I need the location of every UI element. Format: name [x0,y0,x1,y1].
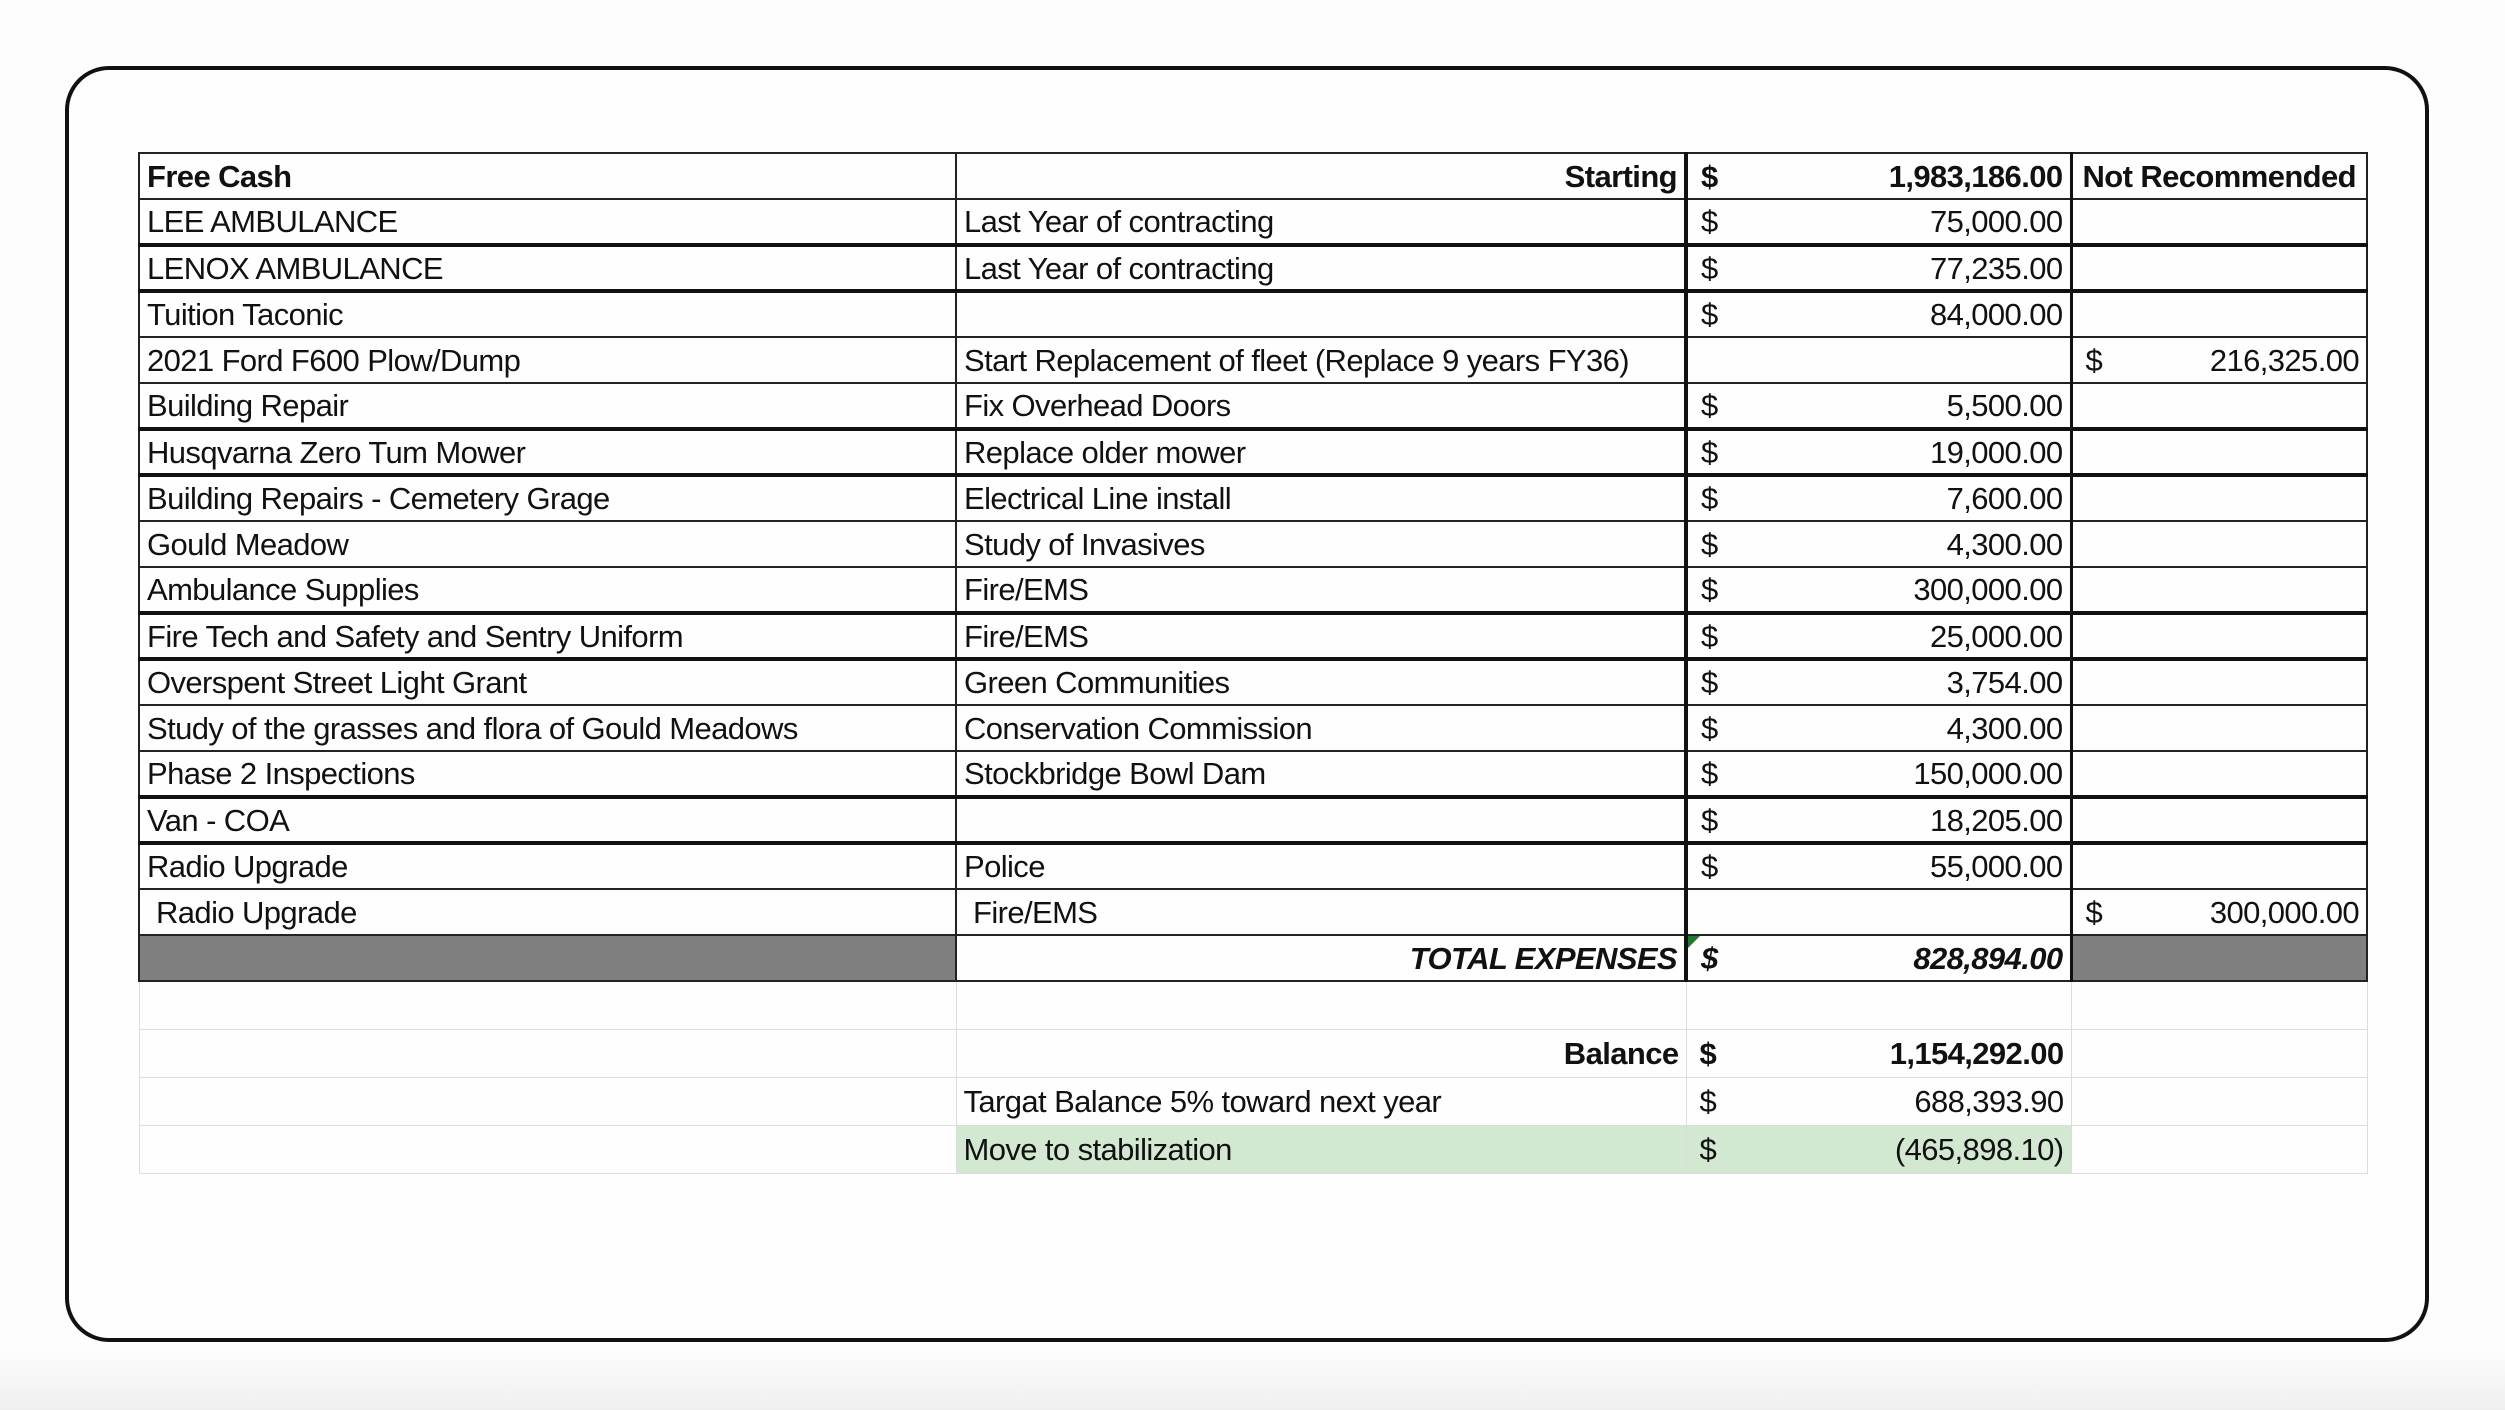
empty-cell[interactable] [2071,981,2367,1029]
not-recommended-cell[interactable] [2071,659,2367,705]
target-balance-cell[interactable] [1686,1077,2071,1125]
amount-cell[interactable] [1686,659,2071,705]
empty-cell[interactable] [139,1125,956,1173]
currency-symbol: $ [1701,618,1718,654]
total-expenses-amount: 828,894.00 [1913,940,2063,976]
description-cell[interactable] [956,291,1686,337]
currency-symbol: $ [1701,526,1718,562]
description-cell[interactable]: Green Communities [956,659,1686,705]
currency-symbol: $ [1701,434,1718,470]
currency-symbol: $ [1701,250,1718,286]
free-cash-table [138,152,2368,1174]
table-row [139,843,2367,889]
header-title[interactable]: Free Cash [139,153,956,199]
gray-filler-cell[interactable] [139,935,956,981]
description-cell[interactable]: Last Year of contracting [956,199,1686,245]
table-row [139,337,2367,383]
total-expenses-cell[interactable] [1686,935,2071,981]
amount-value: 25,000.00 [1929,618,2063,654]
balance-row [139,1029,2367,1077]
amount-value: 4,300.00 [1946,526,2063,562]
table-row [139,889,2367,935]
not-recommended-header[interactable]: Not Recommended [2071,153,2367,199]
currency-symbol: $ [1701,756,1718,791]
amount-cell[interactable] [1686,475,2071,521]
empty-cell[interactable] [2071,1029,2367,1077]
amount-cell[interactable] [1686,199,2071,245]
amount-value: 7,600.00 [1946,481,2063,516]
table-row [139,705,2367,751]
stabilization-row [139,1125,2367,1173]
item-cell[interactable]: Phase 2 Inspections [139,751,956,797]
amount-value: 84,000.00 [1929,297,2063,332]
amount-cell[interactable] [1686,567,2071,613]
not-recommended-cell[interactable] [2071,337,2367,383]
empty-cell[interactable] [2071,1077,2367,1125]
description-cell[interactable]: Stockbridge Bowl Dam [956,751,1686,797]
not-recommended-cell[interactable] [2071,429,2367,475]
target-balance-label[interactable]: Targat Balance 5% toward next year [956,1077,1686,1125]
amount-value: 4,300.00 [1946,710,2063,746]
table-row [139,797,2367,843]
item-cell[interactable]: Ambulance Supplies [139,567,956,613]
description-cell[interactable]: Start Replacement of fleet (Replace 9 years FY36) [956,337,1686,383]
balance-label[interactable]: Balance [956,1029,1686,1077]
starting-amount: 1,983,186.00 [1888,158,2063,194]
table-row [139,613,2367,659]
item-cell[interactable]: Tuition Taconic [139,291,956,337]
currency-symbol: $ [1699,1035,1717,1071]
item-cell[interactable]: Overspent Street Light Grant [139,659,956,705]
table-row [139,199,2367,245]
amount-value: 77,235.00 [1929,250,2063,286]
not-recommended-cell[interactable] [2071,613,2367,659]
target-balance-row [139,1077,2367,1125]
amount-value: 3,754.00 [1946,665,2063,700]
bottom-shade [0,1350,2505,1410]
description-cell[interactable]: Police [956,843,1686,889]
currency-symbol: $ [1701,802,1718,838]
item-cell[interactable]: Van - COA [139,797,956,843]
table-row [139,291,2367,337]
target-balance-amount: 688,393.90 [1914,1083,2064,1119]
stabilization-cell[interactable] [1686,1125,2071,1173]
table-row [139,659,2367,705]
amount-cell[interactable] [1686,291,2071,337]
not-recommended-cell[interactable] [2071,199,2367,245]
balance-amount: 1,154,292.00 [1889,1035,2064,1071]
table-row [139,475,2367,521]
item-cell[interactable]: Fire Tech and Safety and Sentry Uniform [139,613,956,659]
empty-cell[interactable] [139,1077,956,1125]
currency-symbol: $ [1701,940,1718,976]
item-cell[interactable]: Radio Upgrade [139,843,956,889]
table-row [139,429,2367,475]
not-recommended-cell[interactable] [2071,521,2367,567]
not-recommended-cell[interactable] [2071,705,2367,751]
item-cell[interactable]: Radio Upgrade [139,889,956,935]
not-recommended-cell[interactable] [2071,245,2367,291]
amount-cell[interactable] [1686,751,2071,797]
starting-amount-cell[interactable] [1686,153,2071,199]
nr-amount-value: 300,000.00 [2209,894,2359,930]
amount-value: 5,500.00 [1946,388,2063,423]
currency-symbol: $ [2085,342,2103,378]
description-cell[interactable]: Replace older mower [956,429,1686,475]
currency-symbol: $ [1701,665,1718,700]
empty-row [139,981,2367,1029]
description-cell[interactable]: Fix Overhead Doors [956,383,1686,429]
gray-filler-cell[interactable] [2071,935,2367,981]
amount-cell[interactable] [1686,337,2071,383]
amount-cell[interactable] [1686,429,2071,475]
currency-symbol: $ [1701,481,1718,516]
table-row [139,521,2367,567]
item-cell[interactable]: Gould Meadow [139,521,956,567]
description-cell[interactable]: Conservation Commission [956,705,1686,751]
amount-cell[interactable] [1686,797,2071,843]
description-cell[interactable]: Fire/EMS [956,613,1686,659]
currency-symbol: $ [1701,158,1718,194]
starting-label[interactable]: Starting [956,153,1686,199]
amount-value: 55,000.00 [1929,849,2063,884]
table-row [139,751,2367,797]
amount-value: 75,000.00 [1929,204,2063,239]
item-cell[interactable]: 2021 Ford F600 Plow/Dump [139,337,956,383]
amount-value: 19,000.00 [1929,434,2063,470]
currency-symbol: $ [1701,849,1718,884]
total-expenses-label[interactable]: TOTAL EXPENSES [956,935,1686,981]
item-cell[interactable]: Husqvarna Zero Tum Mower [139,429,956,475]
empty-cell[interactable] [139,981,956,1029]
not-recommended-cell[interactable] [2071,889,2367,935]
description-cell[interactable] [956,797,1686,843]
currency-symbol: $ [1699,1083,1717,1119]
currency-symbol: $ [1701,710,1718,746]
empty-cell[interactable] [2071,1125,2367,1173]
not-recommended-cell[interactable] [2071,751,2367,797]
amount-value: 18,205.00 [1929,802,2063,838]
error-indicator-icon [1688,936,1700,948]
table-row [139,567,2367,613]
item-cell[interactable]: Building Repair [139,383,956,429]
stabilization-label[interactable]: Move to stabilization [956,1125,1686,1173]
amount-cell[interactable] [1686,889,2071,935]
description-cell[interactable]: Fire/EMS [956,567,1686,613]
table-row [139,245,2367,291]
amount-value: 300,000.00 [1913,572,2063,607]
amount-cell[interactable] [1686,245,2071,291]
total-expenses-row [139,935,2367,981]
amount-cell[interactable] [1686,705,2071,751]
table-row [139,383,2367,429]
amount-value: 150,000.00 [1913,756,2063,791]
not-recommended-cell[interactable] [2071,383,2367,429]
item-cell[interactable]: Building Repairs - Cemetery Grage [139,475,956,521]
header-row [139,153,2367,199]
amount-cell[interactable] [1686,383,2071,429]
balance-cell[interactable] [1686,1029,2071,1077]
currency-symbol: $ [1701,204,1718,239]
item-cell[interactable]: LEE AMBULANCE [139,199,956,245]
not-recommended-cell[interactable] [2071,797,2367,843]
currency-symbol: $ [1701,572,1718,607]
not-recommended-cell[interactable] [2071,475,2367,521]
not-recommended-cell[interactable] [2071,291,2367,337]
description-cell[interactable]: Electrical Line install [956,475,1686,521]
description-cell[interactable]: Study of Invasives [956,521,1686,567]
amount-cell[interactable] [1686,843,2071,889]
currency-symbol: $ [1701,388,1718,423]
description-cell[interactable]: Last Year of contracting [956,245,1686,291]
currency-symbol: $ [1701,297,1718,332]
nr-amount-value: 216,325.00 [2209,342,2359,378]
not-recommended-cell[interactable] [2071,843,2367,889]
item-cell[interactable]: Study of the grasses and flora of Gould Meadows [139,705,956,751]
stabilization-amount: (465,898.10) [1894,1131,2064,1167]
empty-cell[interactable] [1686,981,2071,1029]
not-recommended-cell[interactable] [2071,567,2367,613]
amount-cell[interactable] [1686,521,2071,567]
item-cell[interactable]: LENOX AMBULANCE [139,245,956,291]
description-cell[interactable]: Fire/EMS [956,889,1686,935]
currency-symbol: $ [1699,1131,1717,1167]
amount-cell[interactable] [1686,613,2071,659]
currency-symbol: $ [2085,894,2103,930]
empty-cell[interactable] [139,1029,956,1077]
empty-cell[interactable] [956,981,1686,1029]
